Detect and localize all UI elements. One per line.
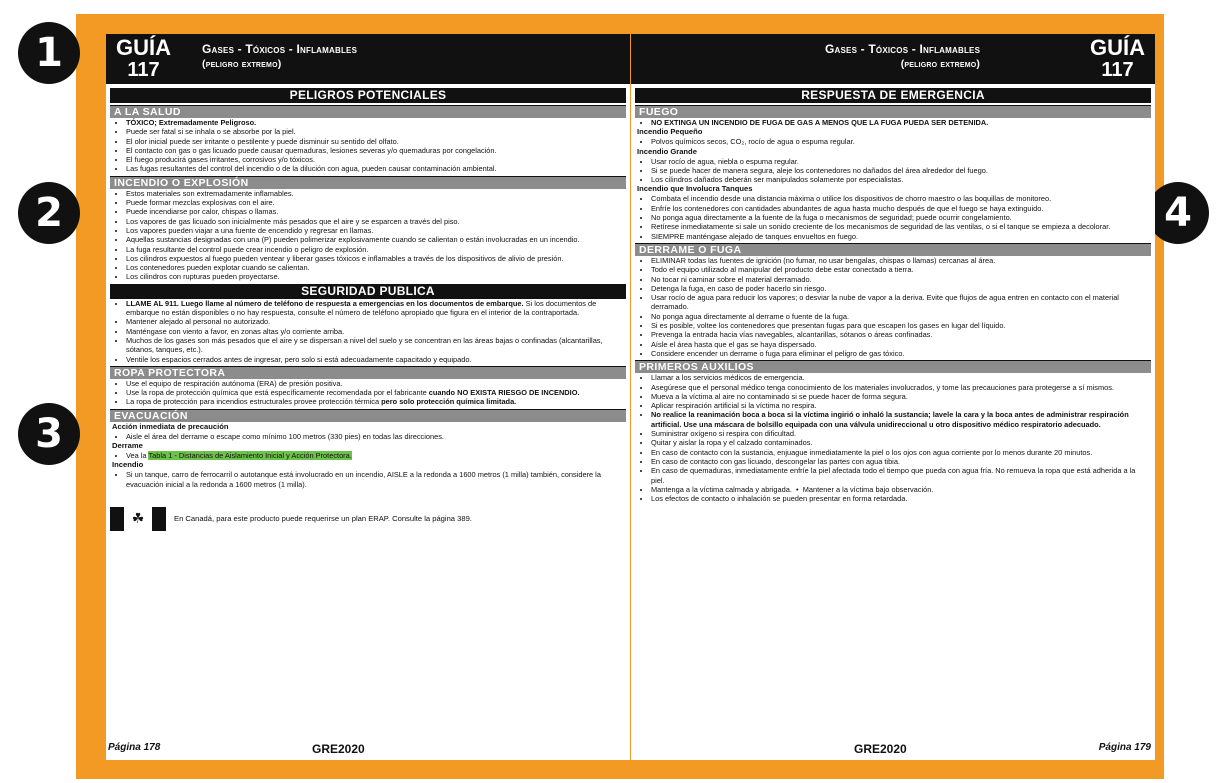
list-item: • Si un tanque, carro de ferrocarril o autotanque está involucrado en un incendio, AISLE a la redonda a 1600 metros (1 milla) también, considere la evacuación inicial a la redonda a 1600 metros (1 milla). bbox=[126, 470, 626, 489]
list-auxilios bbox=[635, 373, 1151, 503]
list-item: • Todo el equipo utilizado al manipular del producto debe estar conectado a tierra. bbox=[651, 265, 1151, 274]
guide-title-text: Gases - Tóxicos - Inflamables bbox=[825, 42, 981, 56]
list-item bbox=[126, 388, 626, 397]
sub-heading: Acción inmediata de precaución bbox=[112, 421, 229, 431]
callout-2: 2 bbox=[18, 182, 80, 244]
sub-heading: Incendio Grande bbox=[637, 146, 697, 156]
sub-heading: Incendio Pequeño bbox=[637, 127, 703, 137]
list-derrame bbox=[635, 256, 1151, 358]
guide-title-left bbox=[202, 42, 357, 72]
list-item: • Los contenedores pueden explotar cuando se calientan. bbox=[126, 263, 626, 272]
list-salud bbox=[110, 118, 626, 174]
guia-word: GUÍA bbox=[1090, 35, 1145, 60]
list-item: • Aísle el área hasta que el gas se haya dispersado. bbox=[651, 340, 1151, 349]
guia-number: 117 bbox=[127, 59, 160, 81]
guia-number: 117 bbox=[1101, 59, 1134, 81]
callout-3: 3 bbox=[18, 403, 80, 465]
list-item: • Retírese inmediatamente si sale un sonido creciente de los mecanismos de seguridad de las ventilas, o si el tanque se empieza a decolorar. bbox=[651, 222, 1151, 231]
list-item: • Ventile los espacios cerrados antes de ingresar, pero solo si está adecuadamente capacitado y equipado. bbox=[126, 355, 626, 364]
section-auxilios: PRIMEROS AUXILIOS bbox=[635, 360, 1151, 373]
list-item: • Los vapores pueden viajar a una fuente de encendido y regresar en llamas. bbox=[126, 226, 626, 235]
list-item: • En caso de contacto con la sustancia, enjuague inmediatamente la piel o los ojos con agua corriente por lo menos durante 20 minutos. bbox=[651, 448, 1151, 457]
heading-respuesta: RESPUESTA DE EMERGENCIA bbox=[635, 88, 1151, 103]
list-item: • La fuga resultante del control puede crear incendio o peligro de explosión. bbox=[126, 245, 626, 254]
guia-word: GUÍA bbox=[116, 35, 171, 60]
ropa-text: Use la ropa de protección química que está específicamente recomendada por el fabricante bbox=[126, 388, 429, 398]
list-item: • Aquellas sustancias designadas con una (P) pueden polimerizar explosivamente cuando se calientan o están involucradas en un incendio. bbox=[126, 235, 626, 244]
list-item bbox=[126, 299, 626, 318]
guide-number-right bbox=[1090, 37, 1145, 81]
heading-peligros: PELIGROS POTENCIALES bbox=[110, 88, 626, 103]
list-item: • Asegúrese que el personal médico tenga conocimiento de los materiales involucrados, y tome las precauciones para protegerse a sí mismos. bbox=[651, 383, 1151, 392]
left-header bbox=[106, 34, 630, 84]
page-number-left: Página 178 bbox=[108, 742, 161, 753]
list-item: • Usar rocío de agua, niebla o espuma regular. bbox=[651, 157, 1151, 166]
list-item: • El fuego producirá gases irritantes, corrosivos y/o tóxicos. bbox=[126, 155, 626, 164]
list-item: • No ponga agua directamente a la fuente de la fuga o mecanismos de seguridad; puede ocurrir congelamiento. bbox=[651, 213, 1151, 222]
observe-text: Mantener a la víctima bajo observación. bbox=[802, 484, 934, 494]
list-ropa bbox=[110, 379, 626, 407]
section-evacuacion: EVACUACIÓN bbox=[110, 409, 626, 422]
guide-subtitle: (peligro extremo) bbox=[202, 58, 282, 70]
list-item: • Mantener alejado al personal no autorizado. bbox=[126, 317, 626, 326]
list-evac-3 bbox=[110, 470, 626, 489]
list-item: • ELIMINAR todas las fuentes de ignición (no fumar, no usar bengalas, chispas o llamas) cercanas al área. bbox=[651, 256, 1151, 265]
heading-seguridad: SEGURIDAD PUBLICA bbox=[110, 284, 626, 299]
section-fuego: FUEGO bbox=[635, 105, 1151, 118]
section-incendio: INCENDIO O EXPLOSIÓN bbox=[110, 176, 626, 189]
right-content bbox=[635, 88, 1151, 738]
list-item: • El olor inicial puede ser irritante o pestilente y puede disminuir su sentido del olfato. bbox=[126, 137, 626, 146]
call-911-text: LLAME AL 911. Luego llame al número de teléfono de respuesta a emergencias en los documentos de embarque. bbox=[126, 298, 524, 308]
list-item: • No realice la reanimación boca a boca si la víctima ingirió o inhaló la sustancia; lavele la cara y la boca antes de administrar respiración artificial. Use una máscara de bolsillo equipada con una válvula unidireccional u otro dispositivo médico respiratorio adecuado. bbox=[651, 410, 1151, 429]
right-page bbox=[631, 34, 1155, 760]
list-item: • En caso de quemaduras, inmediatamente enfríe la piel afectada todo el tiempo que pueda con agua fría. No remueva la ropa que está adherida a la piel. bbox=[651, 466, 1151, 485]
sub-heading: Incendio que Involucra Tanques bbox=[637, 184, 753, 194]
canada-note-text: En Canadá, para este producto puede requerirse un plan ERAP. Consulte la página 389. bbox=[174, 514, 472, 524]
list-item: • En caso de contacto con gas licuado, descongelar las partes con agua tibia. bbox=[651, 457, 1151, 466]
list-item: • No ponga agua directamente al derrame o fuente de la fuga. bbox=[651, 312, 1151, 321]
list-item: • NO EXTINGA UN INCENDIO DE FUGA DE GAS A MENOS QUE LA FUGA PUEDA SER DETENIDA. bbox=[651, 118, 1151, 127]
list-item: • Muchos de los gases son más pesados que el aire y se dispersan a nivel del suelo y se concentran en las áreas bajas o confinadas (alcantarillas, sótanos, tanques, etc.). bbox=[126, 336, 626, 355]
list-item: • Manténgase con viento a favor, en zonas altas y/o corriente arriba. bbox=[126, 327, 626, 336]
list-item: • Los cilindros dañados deberán ser manipulados solamente por especialistas. bbox=[651, 175, 1151, 184]
list-item: • SIEMPRE manténgase alejado de tanques envueltos en fuego. bbox=[651, 232, 1151, 241]
list-item: • Estos materiales son extremadamente inflamables. bbox=[126, 189, 626, 198]
list-item: • Enfríe los contenedores con cantidades abundantes de agua hasta mucho después de que el fuego se haya extinguido. bbox=[651, 204, 1151, 213]
table-ref-prefix: Vea la bbox=[126, 451, 149, 461]
list-item: • TÓXICO; Extremadamente Peligroso. bbox=[126, 118, 626, 127]
list-fuego-tanks bbox=[635, 194, 1151, 240]
list-item: • Los efectos de contacto o inhalación se pueden presentar en forma retardada. bbox=[651, 494, 1151, 503]
list-item: • Puede ser fatal si se inhala o se absorbe por la piel. bbox=[126, 127, 626, 136]
right-header bbox=[631, 34, 1155, 84]
canada-note bbox=[110, 507, 626, 531]
list-item: • Mantenga a la víctima calmada y abrigada. • Mantener a la víctima bajo observación. bbox=[651, 485, 1151, 494]
list-item: • Si se puede hacer de manera segura, aleje los contenedores no dañados del área alrededor del fuego. bbox=[651, 166, 1151, 175]
guide-title-text: Gases - Tóxicos - Inflamables bbox=[202, 42, 358, 56]
list-item: • Puede formar mezclas explosivas con el aire. bbox=[126, 198, 626, 207]
list-item: • Los cilindros con rupturas pueden proyectarse. bbox=[126, 272, 626, 281]
list-incendio bbox=[110, 189, 626, 282]
list-fuego-large bbox=[635, 157, 1151, 185]
guide-title-right bbox=[825, 42, 980, 72]
callout-4: 4 bbox=[1147, 182, 1209, 244]
list-evac-2 bbox=[110, 451, 626, 460]
list-seguridad bbox=[110, 299, 626, 364]
call-911-rest: Si los documentos de embarque no están disponibles o no hay respuesta, consulte el número de teléfono apropiado que figura en el interior de la contraportada. bbox=[126, 298, 597, 318]
sub-heading: Derrame bbox=[112, 441, 143, 451]
list-evac-1 bbox=[110, 432, 626, 441]
list-item: • Puede incendiarse por calor, chispas o llamas. bbox=[126, 207, 626, 216]
list-fuego bbox=[635, 118, 1151, 127]
list-item: • Usar rocío de agua para reducir los vapores; o desviar la nube de vapor a la deriva. Evite que flujos de agua entren en contacto con el material derramado. bbox=[651, 293, 1151, 312]
list-item: • Detenga la fuga, en caso de poder hacerlo sin riesgo. bbox=[651, 284, 1151, 293]
calm-text: Mantenga a la víctima calmada y abrigada. bbox=[651, 484, 792, 494]
sub-heading: Incendio bbox=[112, 460, 144, 470]
list-item: • Polvos químicos secos, CO₂, rocío de agua o espuma regular. bbox=[651, 137, 1151, 146]
table-1-link[interactable]: Tabla 1 - Distancias de Aislamiento Inicial y Acción Protectora. bbox=[148, 451, 352, 461]
list-item: • Suministrar oxígeno si respira con dificultad. bbox=[651, 429, 1151, 438]
section-derrame: DERRAME O FUGA bbox=[635, 243, 1151, 256]
list-item: • Quitar y aislar la ropa y el calzado contaminados. bbox=[651, 438, 1151, 447]
ropa-text: La ropa de protección para incendios estructurales provee protección térmica bbox=[126, 397, 382, 407]
left-footer bbox=[106, 742, 630, 756]
list-item: • Prevenga la entrada hacia vías navegables, alcantarillas, sótanos o áreas confinadas. bbox=[651, 330, 1151, 339]
list-item: • Aisle el área del derrame o escape como mínimo 100 metros (330 pies) en todas las direcciones. bbox=[126, 432, 626, 441]
list-item: • Si es posible, voltee los contenedores que presentan fugas para que escapen los gases en lugar del líquido. bbox=[651, 321, 1151, 330]
list-item: • Aplicar respiración artificial si la víctima no respira. bbox=[651, 401, 1151, 410]
page-number-right: Página 179 bbox=[1098, 742, 1151, 753]
list-item: • Los cilindros expuestos al fuego pueden ventear y liberar gases tóxicos e inflamables a través de los dispositivos de alivio de presión. bbox=[126, 254, 626, 263]
left-page bbox=[106, 34, 630, 760]
ropa-bold: pero solo protección química limitada. bbox=[381, 397, 517, 407]
guide-number-left bbox=[116, 37, 171, 81]
right-footer bbox=[631, 742, 1155, 756]
list-item: • Las fugas resultantes del control del incendio o de la dilución con agua, pueden causar contaminación ambiental. bbox=[126, 164, 626, 173]
list-item bbox=[126, 451, 626, 460]
section-salud: A LA SALUD bbox=[110, 105, 626, 118]
list-item: • Considere encender un derrame o fuga para eliminar el peligro de gas tóxico. bbox=[651, 349, 1151, 358]
list-item: • No tocar ni caminar sobre el material derramado. bbox=[651, 275, 1151, 284]
list-item: • Los vapores de gas licuado son inicialmente más pesados que el aire y se esparcen a través del piso. bbox=[126, 217, 626, 226]
list-item: • Llamar a los servicios médicos de emergencia. bbox=[651, 373, 1151, 382]
ropa-bold: cuando NO EXISTA RIESGO DE INCENDIO. bbox=[428, 388, 580, 398]
list-item: • El contacto con gas o gas licuado puede causar quemaduras, lesiones severas y/o quemaduras por congelación. bbox=[126, 146, 626, 155]
left-content bbox=[110, 88, 626, 738]
list-item: • Use el equipo de respiración autónoma (ERA) de presión positiva. bbox=[126, 379, 626, 388]
canada-flag-icon: ☘ bbox=[110, 507, 166, 531]
section-ropa: ROPA PROTECTORA bbox=[110, 366, 626, 379]
list-fuego-small bbox=[635, 137, 1151, 146]
callout-1: 1 bbox=[18, 22, 80, 84]
list-item: • Combata el incendio desde una distancia máxima o utilice los dispositivos de chorro maestro o las boquillas de monitoreo. bbox=[651, 194, 1151, 203]
list-item: • Mueva a la víctima al aire no contaminado si se puede hacer de forma segura. bbox=[651, 392, 1151, 401]
list-item bbox=[126, 397, 626, 406]
guide-subtitle: (peligro extremo) bbox=[900, 58, 981, 70]
gre-code-right: GRE2020 bbox=[854, 742, 907, 756]
gre-code-left: GRE2020 bbox=[312, 742, 365, 756]
